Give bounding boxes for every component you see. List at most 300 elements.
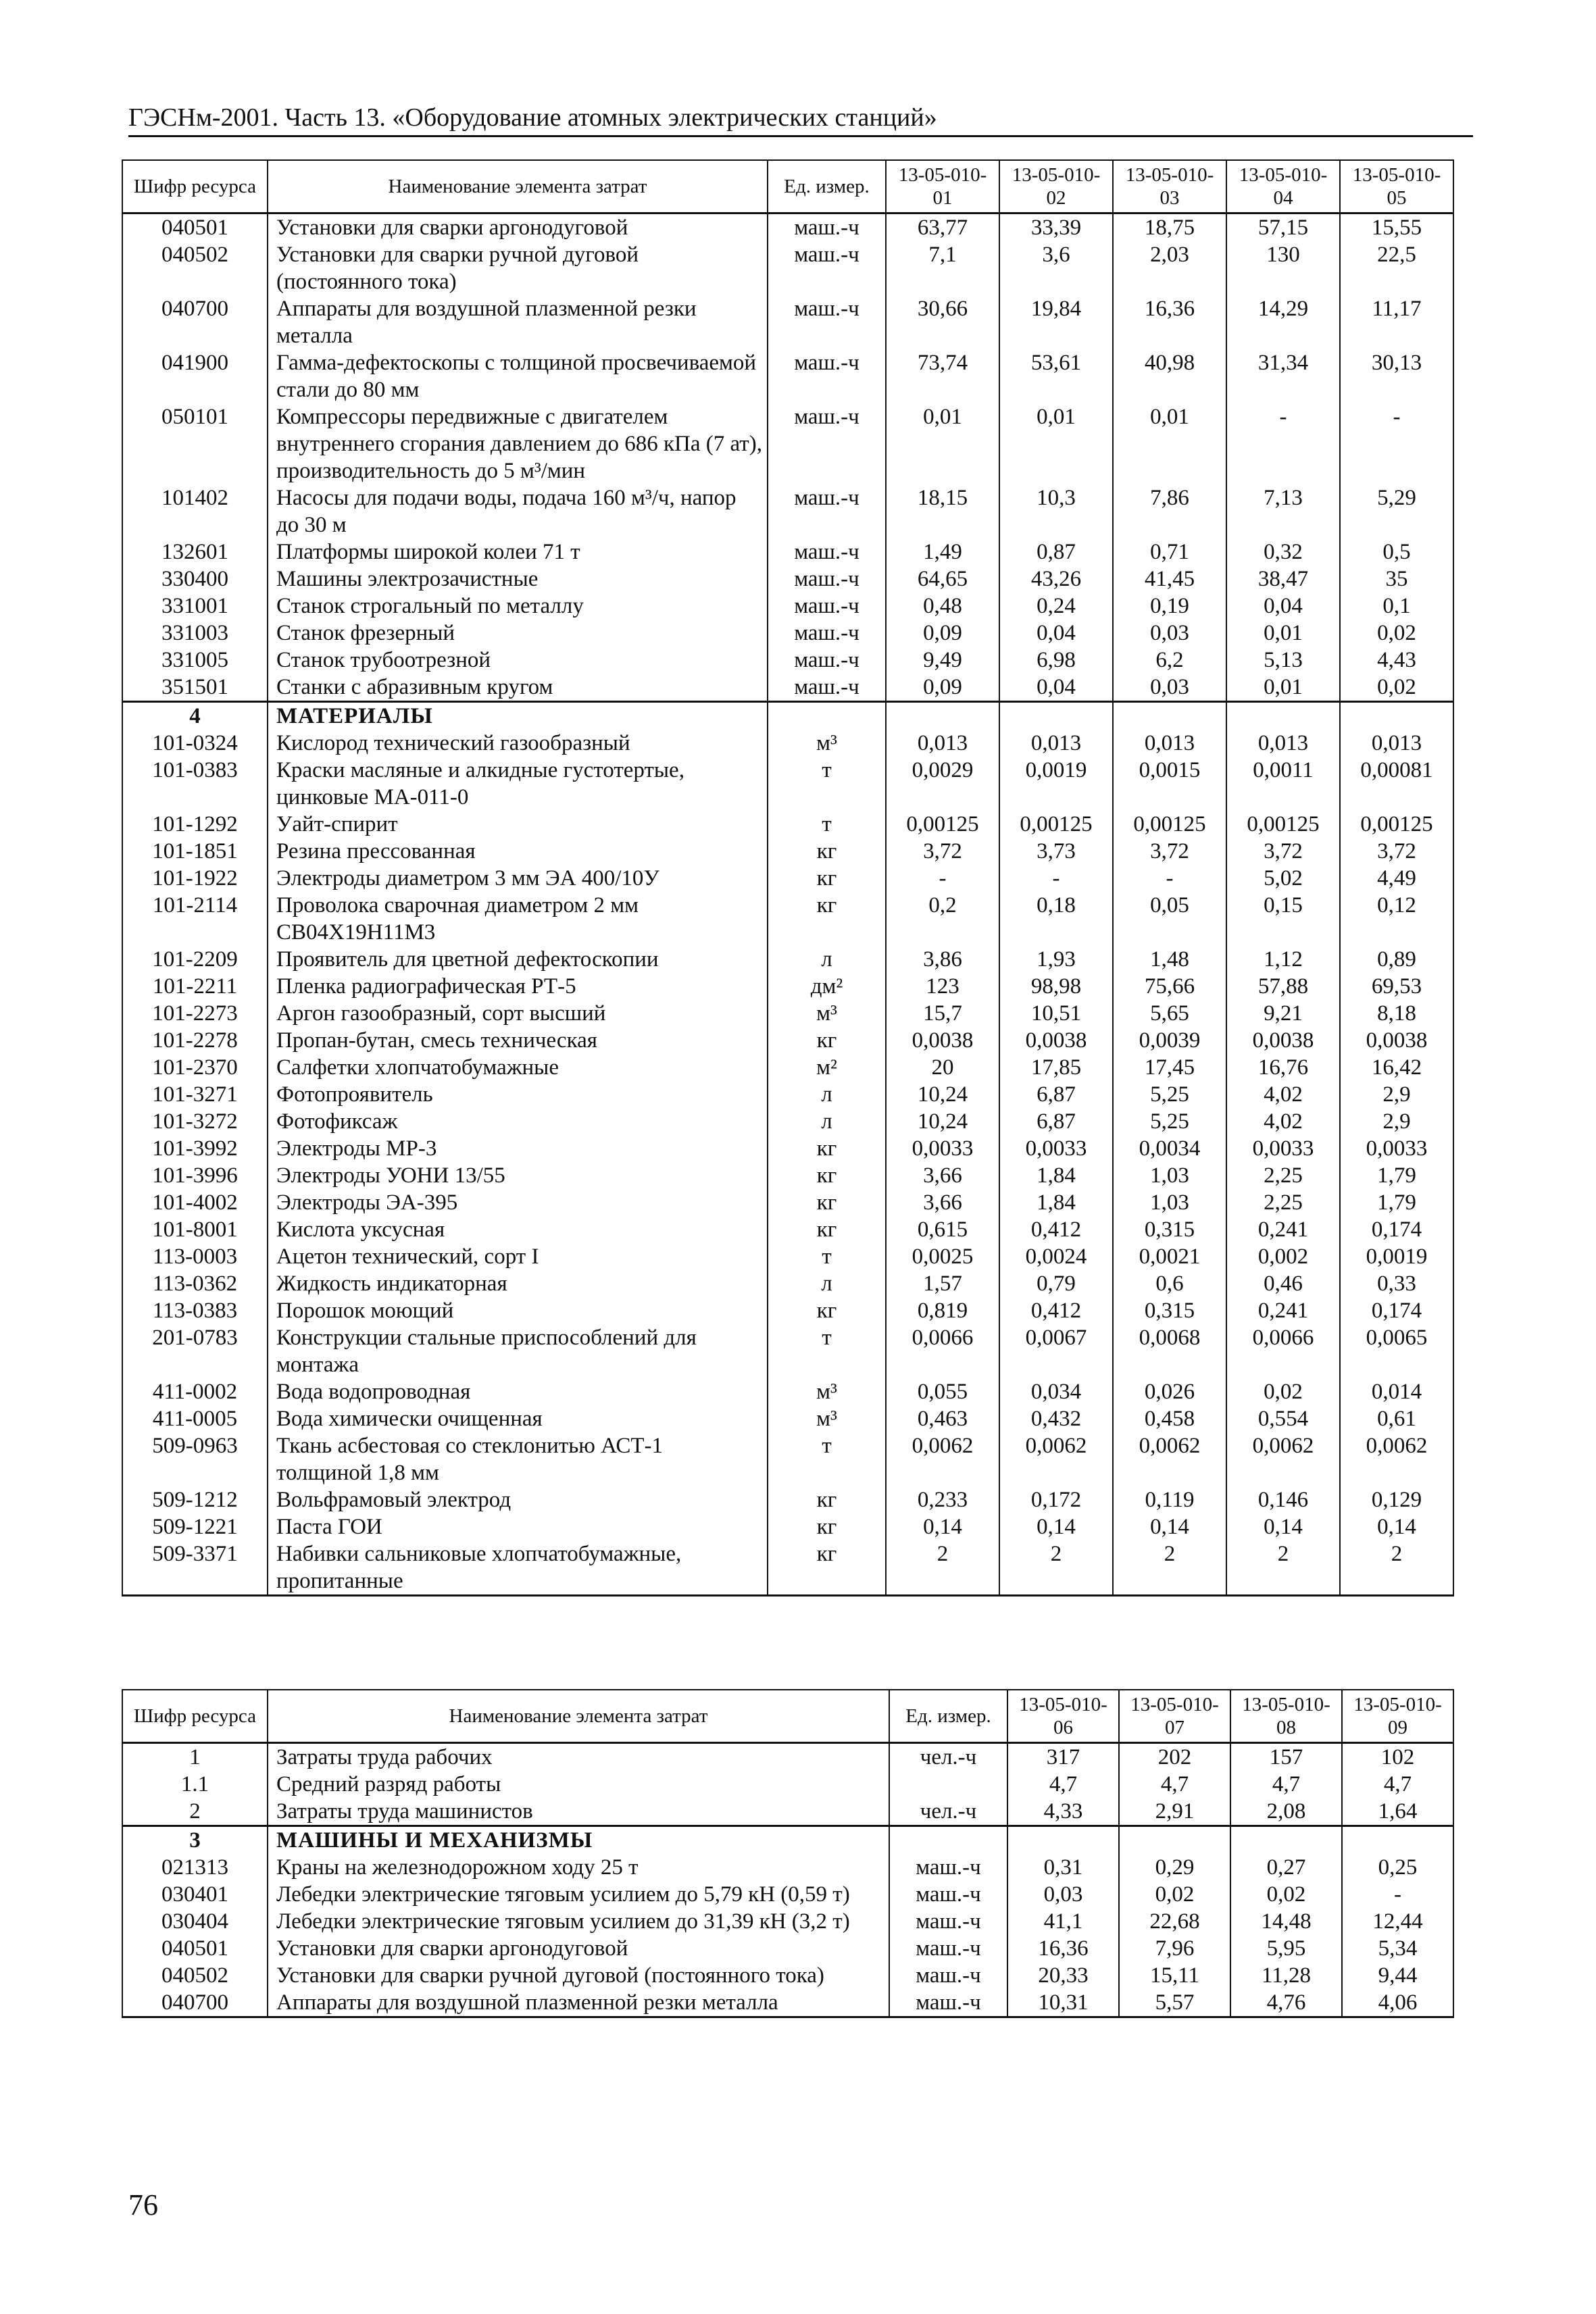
table-row xyxy=(122,838,1453,865)
table-row xyxy=(122,1081,1453,1108)
table-row xyxy=(122,538,1453,565)
value-cell: - xyxy=(1340,403,1453,484)
resource-code-cell: 201-0783 xyxy=(122,1324,268,1378)
value-cell: 1,48 xyxy=(1113,946,1226,973)
value-cell: 5,02 xyxy=(1226,865,1340,892)
resource-code-cell: 509-1212 xyxy=(122,1486,268,1513)
cost-element-name-cell: Насосы для подачи воды, подача 160 м³/ч, напор до 30 м xyxy=(268,484,768,538)
table-row xyxy=(122,1324,1453,1378)
header-col-01: 13-05-010-01 xyxy=(886,160,999,213)
value-cell: 18,15 xyxy=(886,484,999,538)
unit-cell: маш.-ч xyxy=(768,403,886,484)
value-cell: 10,3 xyxy=(999,484,1113,538)
resource-code-cell: 040502 xyxy=(122,1962,268,1989)
value-cell: 5,34 xyxy=(1342,1935,1453,1962)
value-cell: 35 xyxy=(1340,565,1453,593)
value-cell: 0,0024 xyxy=(999,1243,1113,1270)
cost-element-name-cell: Вольфрамовый электрод xyxy=(268,1486,768,1513)
cost-element-name-cell: МАШИНЫ И МЕХАНИЗМЫ xyxy=(268,1826,889,1855)
value-cell: 6,87 xyxy=(999,1081,1113,1108)
resource-code-cell: 101-0324 xyxy=(122,730,268,757)
value-cell: 2,08 xyxy=(1230,1798,1342,1826)
value-cell: 18,75 xyxy=(1113,213,1226,242)
table-row xyxy=(122,1216,1453,1243)
table-row xyxy=(122,1378,1453,1405)
resource-code-cell: 509-0963 xyxy=(122,1432,268,1486)
cost-element-name-cell: Краны на железнодорожном ходу 25 т xyxy=(268,1854,889,1881)
cost-element-name-cell: Станок трубоотрезной xyxy=(268,647,768,674)
value-cell: 2,25 xyxy=(1226,1189,1340,1216)
value-cell: 0,03 xyxy=(1007,1881,1119,1908)
value-cell: 3,73 xyxy=(999,838,1113,865)
value-cell: 0,02 xyxy=(1226,1378,1340,1405)
table-row xyxy=(122,403,1453,484)
value-cell: 2,03 xyxy=(1113,241,1226,295)
value-cell: 5,57 xyxy=(1119,1989,1230,2017)
cost-element-name-cell: Компрессоры передвижные с двигателем внутреннего сгорания давлением до 686 кПа (7 ат), производительность до 5 м³/мин xyxy=(268,403,768,484)
table-row xyxy=(122,1881,1453,1908)
cost-element-name-cell: Установки для сварки аргонодуговой xyxy=(268,1935,889,1962)
value-cell: 0,19 xyxy=(1113,593,1226,620)
value-cell xyxy=(886,702,999,730)
value-cell: 17,85 xyxy=(999,1054,1113,1081)
value-cell: 1,84 xyxy=(999,1189,1113,1216)
value-cell: 38,47 xyxy=(1226,565,1340,593)
unit-cell: т xyxy=(768,811,886,838)
cost-element-name-cell: Затраты труда машинистов xyxy=(268,1798,889,1826)
unit-cell: кг xyxy=(768,1216,886,1243)
value-cell: 0,14 xyxy=(1340,1513,1453,1540)
cost-element-name-cell: Установки для сварки ручной дуговой (постоянного тока) xyxy=(268,1962,889,1989)
value-cell: 5,29 xyxy=(1340,484,1453,538)
cost-element-name-cell: Средний разряд работы xyxy=(268,1771,889,1798)
header-name: Наименование элемента затрат xyxy=(268,1690,889,1743)
unit-cell: т xyxy=(768,757,886,811)
resource-code-cell: 2 xyxy=(122,1798,268,1826)
value-cell: 0,18 xyxy=(999,892,1113,946)
value-cell: 0,0011 xyxy=(1226,757,1340,811)
unit-cell: маш.-ч xyxy=(768,295,886,349)
resource-code-cell: 101-1292 xyxy=(122,811,268,838)
table-row xyxy=(122,1162,1453,1189)
value-cell: 10,31 xyxy=(1007,1989,1119,2017)
unit-cell: м³ xyxy=(768,730,886,757)
value-cell: 0,14 xyxy=(1226,1513,1340,1540)
unit-cell: маш.-ч xyxy=(768,674,886,702)
value-cell: 0,04 xyxy=(1226,593,1340,620)
value-cell: 0,146 xyxy=(1226,1486,1340,1513)
table-row xyxy=(122,1989,1453,2017)
value-cell: 0,5 xyxy=(1340,538,1453,565)
value-cell: 0,013 xyxy=(1113,730,1226,757)
table-row xyxy=(122,1743,1453,1771)
value-cell: 3,66 xyxy=(886,1189,999,1216)
value-cell: 0,00081 xyxy=(1340,757,1453,811)
value-cell: 6,98 xyxy=(999,647,1113,674)
table-row xyxy=(122,1135,1453,1162)
value-cell: 0,0038 xyxy=(886,1027,999,1054)
cost-element-name-cell: Установки для сварки аргонодуговой xyxy=(268,213,768,242)
value-cell: 7,86 xyxy=(1113,484,1226,538)
value-cell: 3,72 xyxy=(1340,838,1453,865)
value-cell: 0,0033 xyxy=(1226,1135,1340,1162)
value-cell: 53,61 xyxy=(999,349,1113,403)
unit-cell: кг xyxy=(768,1513,886,1540)
value-cell: 0,0068 xyxy=(1113,1324,1226,1378)
value-cell: 1,49 xyxy=(886,538,999,565)
resource-code-cell: 101-1851 xyxy=(122,838,268,865)
value-cell: 102 xyxy=(1342,1743,1453,1771)
value-cell: 4,76 xyxy=(1230,1989,1342,2017)
resource-code-cell: 101-2273 xyxy=(122,1000,268,1027)
value-cell: 0,05 xyxy=(1113,892,1226,946)
value-cell: 0,013 xyxy=(999,730,1113,757)
value-cell: 0,0067 xyxy=(999,1324,1113,1378)
value-cell: 57,88 xyxy=(1226,973,1340,1000)
value-cell: 0,00125 xyxy=(999,811,1113,838)
value-cell xyxy=(999,702,1113,730)
table-row xyxy=(122,565,1453,593)
value-cell: 0,87 xyxy=(999,538,1113,565)
value-cell: 2 xyxy=(886,1540,999,1596)
value-cell: 0,27 xyxy=(1230,1854,1342,1881)
value-cell: 0,0062 xyxy=(999,1432,1113,1486)
value-cell: 3,66 xyxy=(886,1162,999,1189)
cost-element-name-cell: Резина прессованная xyxy=(268,838,768,865)
value-cell: 2,9 xyxy=(1340,1108,1453,1135)
unit-cell: маш.-ч xyxy=(889,1881,1007,1908)
cost-element-name-cell: Платформы широкой колеи 71 т xyxy=(268,538,768,565)
value-cell: 0,0066 xyxy=(886,1324,999,1378)
value-cell: 5,25 xyxy=(1113,1108,1226,1135)
resource-code-cell: 132601 xyxy=(122,538,268,565)
unit-cell: кг xyxy=(768,1486,886,1513)
cost-element-name-cell: Гамма-дефектоскопы с толщиной просвечиваемой стали до 80 мм xyxy=(268,349,768,403)
cost-element-name-cell: Жидкость индикаторная xyxy=(268,1270,768,1297)
value-cell: 10,24 xyxy=(886,1081,999,1108)
value-cell: 0,0038 xyxy=(1340,1027,1453,1054)
value-cell: - xyxy=(1226,403,1340,484)
value-cell: 20 xyxy=(886,1054,999,1081)
value-cell: 0,463 xyxy=(886,1405,999,1432)
value-cell: 0,0025 xyxy=(886,1243,999,1270)
unit-cell: м³ xyxy=(768,1405,886,1432)
table-header-row xyxy=(122,160,1453,213)
value-cell: 1,03 xyxy=(1113,1162,1226,1189)
unit-cell: кг xyxy=(768,1297,886,1324)
value-cell: 30,66 xyxy=(886,295,999,349)
cost-element-name-cell: Фотопроявитель xyxy=(268,1081,768,1108)
value-cell: 1,79 xyxy=(1340,1189,1453,1216)
value-cell: 4,49 xyxy=(1340,865,1453,892)
value-cell: 2 xyxy=(1226,1540,1340,1596)
value-cell: 0,89 xyxy=(1340,946,1453,973)
unit-cell: маш.-ч xyxy=(889,1989,1007,2017)
value-cell: 5,25 xyxy=(1113,1081,1226,1108)
unit-cell: кг xyxy=(768,1162,886,1189)
value-cell: 16,42 xyxy=(1340,1054,1453,1081)
resource-code-cell: 3 xyxy=(122,1826,268,1855)
table-row xyxy=(122,1935,1453,1962)
value-cell: 0,00125 xyxy=(1113,811,1226,838)
value-cell: 0,14 xyxy=(1113,1513,1226,1540)
value-cell: 4,7 xyxy=(1342,1771,1453,1798)
value-cell: - xyxy=(1113,865,1226,892)
table-row xyxy=(122,1432,1453,1486)
cost-element-name-cell: Проволока сварочная диаметром 2 мм СВ04Х19Н11М3 xyxy=(268,892,768,946)
value-cell: 0,174 xyxy=(1340,1297,1453,1324)
cost-element-name-cell: Пропан-бутан, смесь техническая xyxy=(268,1027,768,1054)
cost-element-name-cell: Ткань асбестовая со стеклонитью АСТ-1 толщиной 1,8 мм xyxy=(268,1432,768,1486)
unit-cell: дм² xyxy=(768,973,886,1000)
value-cell: 15,11 xyxy=(1119,1962,1230,1989)
value-cell: 4,02 xyxy=(1226,1081,1340,1108)
cost-element-name-cell: Лебедки электрические тяговым усилием до 5,79 кН (0,59 т) xyxy=(268,1881,889,1908)
value-cell: 0,002 xyxy=(1226,1243,1340,1270)
table-body-1 xyxy=(122,213,1453,1596)
cost-element-name-cell: Кислота уксусная xyxy=(268,1216,768,1243)
resource-code-cell: 101-2370 xyxy=(122,1054,268,1081)
resource-code-cell: 101-1922 xyxy=(122,865,268,892)
value-cell: 3,6 xyxy=(999,241,1113,295)
cost-element-name-cell: Станки с абразивным кругом xyxy=(268,674,768,702)
table-header-row xyxy=(122,1690,1453,1743)
cost-element-name-cell: Краски масляные и алкидные густотертые, цинковые МА-011-0 xyxy=(268,757,768,811)
value-cell: 0,0062 xyxy=(1226,1432,1340,1486)
value-cell: 0,14 xyxy=(999,1513,1113,1540)
value-cell: 0,0019 xyxy=(999,757,1113,811)
value-cell: 0,172 xyxy=(999,1486,1113,1513)
resource-code-cell: 040501 xyxy=(122,213,268,242)
unit-cell: маш.-ч xyxy=(768,593,886,620)
value-cell: 0,00125 xyxy=(886,811,999,838)
value-cell xyxy=(1226,702,1340,730)
cost-element-name-cell: Паста ГОИ xyxy=(268,1513,768,1540)
cost-element-name-cell: Аппараты для воздушной плазменной резки металла xyxy=(268,295,768,349)
value-cell: 9,49 xyxy=(886,647,999,674)
value-cell: 0,01 xyxy=(1226,620,1340,647)
value-cell: 0,15 xyxy=(1226,892,1340,946)
table-row xyxy=(122,1000,1453,1027)
resource-code-cell: 4 xyxy=(122,702,268,730)
table-row xyxy=(122,1540,1453,1596)
value-cell: 40,98 xyxy=(1113,349,1226,403)
table-row xyxy=(122,1243,1453,1270)
header-col-03: 13-05-010-03 xyxy=(1113,160,1226,213)
value-cell: 0,02 xyxy=(1340,620,1453,647)
value-cell: 0,0033 xyxy=(999,1135,1113,1162)
unit-cell: л xyxy=(768,1081,886,1108)
page-number: 76 xyxy=(128,2188,158,2221)
value-cell: 0,79 xyxy=(999,1270,1113,1297)
resource-code-cell: 101-3996 xyxy=(122,1162,268,1189)
value-cell: 16,36 xyxy=(1007,1935,1119,1962)
value-cell: 0,119 xyxy=(1113,1486,1226,1513)
resource-code-cell: 331003 xyxy=(122,620,268,647)
header-code: Шифр ресурса xyxy=(122,160,268,213)
value-cell: 4,06 xyxy=(1342,1989,1453,2017)
unit-cell: маш.-ч xyxy=(768,349,886,403)
section-row xyxy=(122,702,1453,730)
resource-table-1 xyxy=(122,159,1454,1596)
header-rule xyxy=(128,135,1473,137)
table-row xyxy=(122,1405,1453,1432)
value-cell: 123 xyxy=(886,973,999,1000)
unit-cell: л xyxy=(768,946,886,973)
header-col-02: 13-05-010-02 xyxy=(999,160,1113,213)
value-cell xyxy=(1342,1826,1453,1855)
value-cell: 0,1 xyxy=(1340,593,1453,620)
value-cell: 0,0062 xyxy=(1340,1432,1453,1486)
unit-cell: т xyxy=(768,1324,886,1378)
value-cell: 10,51 xyxy=(999,1000,1113,1027)
resource-code-cell: 1.1 xyxy=(122,1771,268,1798)
value-cell: 0,02 xyxy=(1230,1881,1342,1908)
value-cell: 0,00125 xyxy=(1226,811,1340,838)
cost-element-name-cell: Машины электрозачистные xyxy=(268,565,768,593)
section-row xyxy=(122,1826,1453,1855)
cost-element-name-cell: Электроды УОНИ 13/55 xyxy=(268,1162,768,1189)
table-row xyxy=(122,730,1453,757)
value-cell: 1,03 xyxy=(1113,1189,1226,1216)
value-cell: 0,412 xyxy=(999,1216,1113,1243)
value-cell: 41,45 xyxy=(1113,565,1226,593)
header-unit: Ед. измер. xyxy=(768,160,886,213)
table-row xyxy=(122,620,1453,647)
value-cell: 75,66 xyxy=(1113,973,1226,1000)
value-cell: 0,0062 xyxy=(1113,1432,1226,1486)
resource-code-cell: 030404 xyxy=(122,1908,268,1935)
value-cell: 3,72 xyxy=(886,838,999,865)
value-cell: 0,013 xyxy=(1340,730,1453,757)
unit-cell: маш.-ч xyxy=(889,1854,1007,1881)
cost-element-name-cell: Электроды ЭА-395 xyxy=(268,1189,768,1216)
resource-code-cell: 101-3272 xyxy=(122,1108,268,1135)
cost-element-name-cell: Установки для сварки ручной дуговой (постоянного тока) xyxy=(268,241,768,295)
unit-cell xyxy=(889,1826,1007,1855)
value-cell: 12,44 xyxy=(1342,1908,1453,1935)
value-cell: 0,61 xyxy=(1340,1405,1453,1432)
table-row xyxy=(122,1854,1453,1881)
table-row xyxy=(122,295,1453,349)
unit-cell: маш.-ч xyxy=(768,213,886,242)
value-cell: 0,0015 xyxy=(1113,757,1226,811)
value-cell: 4,7 xyxy=(1119,1771,1230,1798)
value-cell xyxy=(1113,702,1226,730)
cost-element-name-cell: Салфетки хлопчатобумажные xyxy=(268,1054,768,1081)
resource-code-cell: 101-4002 xyxy=(122,1189,268,1216)
value-cell: 69,53 xyxy=(1340,973,1453,1000)
value-cell: 9,21 xyxy=(1226,1000,1340,1027)
unit-cell: кг xyxy=(768,1135,886,1162)
value-cell: 3,72 xyxy=(1113,838,1226,865)
value-cell: 1,93 xyxy=(999,946,1113,973)
value-cell: 0,0029 xyxy=(886,757,999,811)
resource-code-cell: 041900 xyxy=(122,349,268,403)
unit-cell: маш.-ч xyxy=(889,1908,1007,1935)
value-cell: 33,39 xyxy=(999,213,1113,242)
value-cell: 0,0062 xyxy=(886,1432,999,1486)
table-row xyxy=(122,674,1453,702)
table-row xyxy=(122,1108,1453,1135)
table-row xyxy=(122,241,1453,295)
resource-code-cell: 101-3992 xyxy=(122,1135,268,1162)
resource-code-cell: 101-3271 xyxy=(122,1081,268,1108)
value-cell: 2 xyxy=(999,1540,1113,1596)
table-row xyxy=(122,213,1453,242)
value-cell xyxy=(1007,1826,1119,1855)
cost-element-name-cell: Станок фрезерный xyxy=(268,620,768,647)
unit-cell xyxy=(889,1771,1007,1798)
unit-cell: маш.-ч xyxy=(768,565,886,593)
cost-element-name-cell: Пленка радиографическая РТ-5 xyxy=(268,973,768,1000)
value-cell: 0,12 xyxy=(1340,892,1453,946)
table-row xyxy=(122,1270,1453,1297)
value-cell: 0,233 xyxy=(886,1486,999,1513)
value-cell: 2,91 xyxy=(1119,1798,1230,1826)
value-cell: 7,96 xyxy=(1119,1935,1230,1962)
resource-code-cell: 509-1221 xyxy=(122,1513,268,1540)
unit-cell: л xyxy=(768,1108,886,1135)
unit-cell: маш.-ч xyxy=(768,647,886,674)
cost-element-name-cell: МАТЕРИАЛЫ xyxy=(268,702,768,730)
resource-code-cell: 113-0383 xyxy=(122,1297,268,1324)
value-cell: 0,02 xyxy=(1119,1881,1230,1908)
value-cell: - xyxy=(1342,1881,1453,1908)
value-cell: 3,72 xyxy=(1226,838,1340,865)
value-cell: 0,315 xyxy=(1113,1297,1226,1324)
unit-cell: маш.-ч xyxy=(768,620,886,647)
value-cell: 0,33 xyxy=(1340,1270,1453,1297)
value-cell: 5,65 xyxy=(1113,1000,1226,1027)
table-row xyxy=(122,1027,1453,1054)
cost-element-name-cell: Уайт-спирит xyxy=(268,811,768,838)
value-cell: 0,0038 xyxy=(999,1027,1113,1054)
value-cell: 16,36 xyxy=(1113,295,1226,349)
value-cell: 1,64 xyxy=(1342,1798,1453,1826)
value-cell: 0,46 xyxy=(1226,1270,1340,1297)
value-cell: 43,26 xyxy=(999,565,1113,593)
value-cell: 0,0019 xyxy=(1340,1243,1453,1270)
value-cell: 73,74 xyxy=(886,349,999,403)
page-header-title: ГЭСНм-2001. Часть 13. «Оборудование атомных электрических станций» xyxy=(128,103,937,132)
table-row xyxy=(122,647,1453,674)
value-cell: 0,48 xyxy=(886,593,999,620)
table-row xyxy=(122,811,1453,838)
value-cell: 14,29 xyxy=(1226,295,1340,349)
unit-cell: чел.-ч xyxy=(889,1743,1007,1771)
value-cell: 15,55 xyxy=(1340,213,1453,242)
value-cell: 0,241 xyxy=(1226,1216,1340,1243)
resource-code-cell: 331001 xyxy=(122,593,268,620)
value-cell: 0,01 xyxy=(886,403,999,484)
value-cell: 0,034 xyxy=(999,1378,1113,1405)
value-cell: 0,31 xyxy=(1007,1854,1119,1881)
cost-element-name-cell: Затраты труда рабочих xyxy=(268,1743,889,1771)
value-cell: 317 xyxy=(1007,1743,1119,1771)
cost-element-name-cell: Аргон газообразный, сорт высший xyxy=(268,1000,768,1027)
resource-code-cell: 113-0362 xyxy=(122,1270,268,1297)
unit-cell: т xyxy=(768,1243,886,1270)
resource-code-cell: 509-3371 xyxy=(122,1540,268,1596)
value-cell: 0,013 xyxy=(886,730,999,757)
value-cell: 41,1 xyxy=(1007,1908,1119,1935)
value-cell: 0,24 xyxy=(999,593,1113,620)
value-cell: 0,03 xyxy=(1113,674,1226,702)
value-cell: 0,32 xyxy=(1226,538,1340,565)
resource-table-2 xyxy=(122,1689,1454,2018)
value-cell: 63,77 xyxy=(886,213,999,242)
